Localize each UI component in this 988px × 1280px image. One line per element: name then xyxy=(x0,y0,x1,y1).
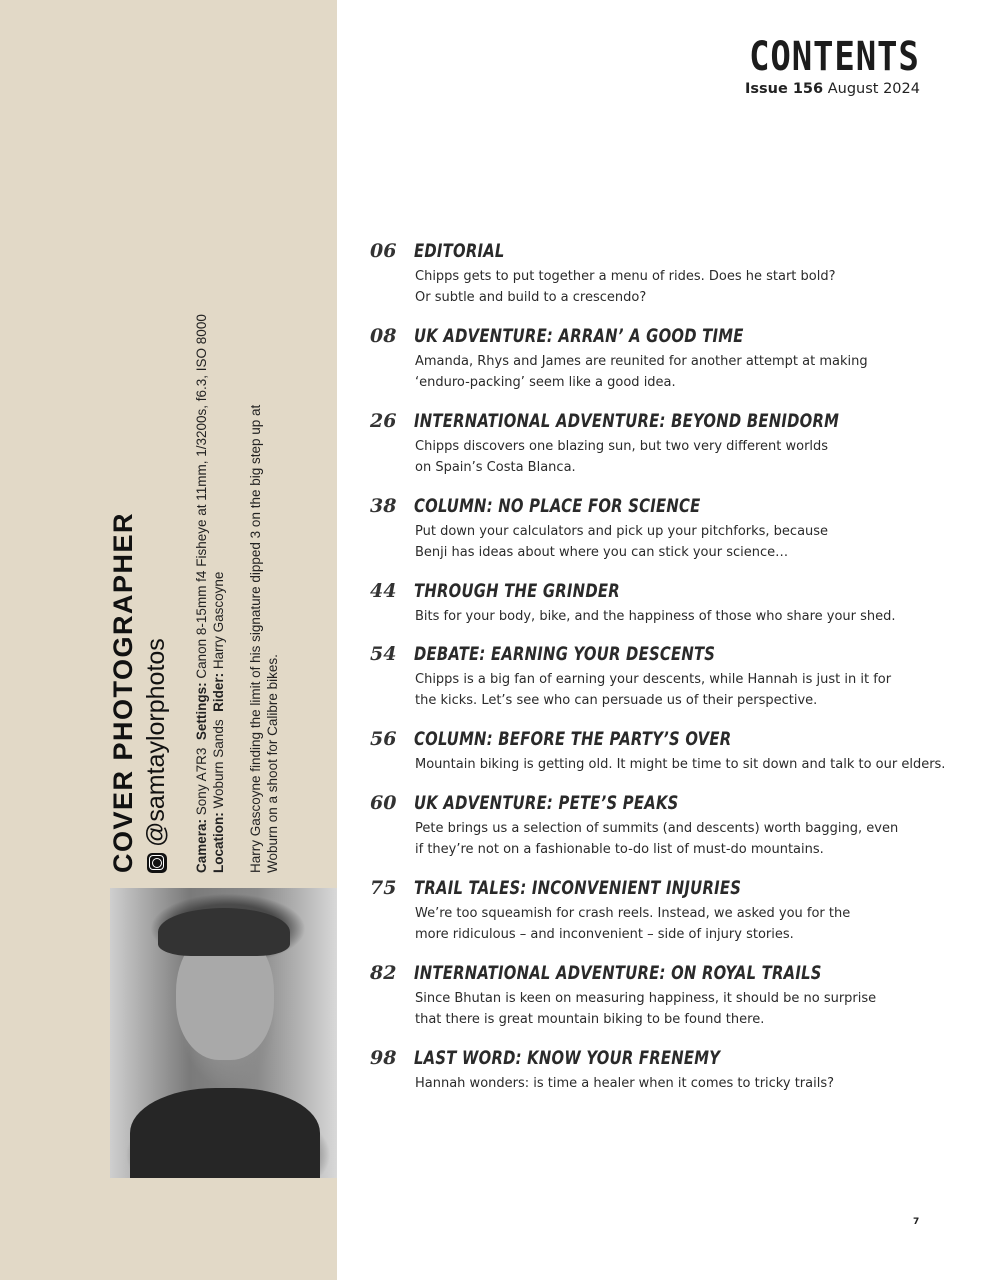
entry-description: Bits for your body, bike, and the happiness of those who share your shed. xyxy=(415,609,896,624)
entry-title: INTERNATIONAL ADVENTURE: ON ROYAL TRAILS xyxy=(414,962,822,984)
camera-settings-line: Camera: Sony A7R3 Settings: Canon 8-15mm f4 Fisheye at 11mm, 1/3200s, f6.3, ISO 8000 xyxy=(194,314,209,873)
photographer-handle-text: @samtaylorphotos xyxy=(142,638,170,847)
entry-title: LAST WORD: KNOW YOUR FRENEMY xyxy=(414,1047,721,1069)
cover-photographer-heading: COVER PHOTOGRAPHER xyxy=(108,511,138,873)
entry-description: Chipps discovers one blazing sun, but two very different worlds on Spain’s Costa Blanca. xyxy=(415,439,829,475)
entry-description: We’re too squeamish for crash reels. Instead, we asked you for the more ridiculous – and inconvenient – side of injury stories. xyxy=(415,906,851,942)
entry-title: UK ADVENTURE: PETE’S PEAKS xyxy=(414,792,679,814)
photo-caption-line-2: Woburn on a shoot for Calibre bikes. xyxy=(265,654,280,873)
entry-description: Since Bhutan is keen on measuring happiness, it should be no surprise that there is great mountain biking to be found there. xyxy=(415,991,877,1027)
entry-page-number: 08 xyxy=(370,325,397,347)
entry-title: TRAIL TALES: INCONVENIENT INJURIES xyxy=(414,877,742,899)
entry-title: EDITORIAL xyxy=(414,240,505,262)
entry-page-number: 75 xyxy=(370,877,397,899)
issue-date: August 2024 xyxy=(827,81,920,97)
cover-photographer-photo xyxy=(110,888,337,1178)
location-rider-line: Location: Woburn Sands Rider: Harry Gascoyne xyxy=(211,571,226,873)
entry-title: THROUGH THE GRINDER xyxy=(414,580,620,602)
entry-page-number: 26 xyxy=(370,410,397,432)
entry-title: COLUMN: BEFORE THE PARTY’S OVER xyxy=(414,728,732,750)
entry-description: Chipps is a big fan of earning your descents, while Hannah is just in it for the kicks. Let’s see who can persuade us of their perspective. xyxy=(415,672,892,708)
entry-page-number: 60 xyxy=(370,792,397,814)
entry-description: Mountain biking is getting old. It might be time to sit down and talk to our elders. xyxy=(415,757,946,772)
issue-number: Issue 156 xyxy=(744,81,824,97)
instagram-icon xyxy=(147,853,167,873)
issue-line xyxy=(745,81,920,97)
entry-description: Put down your calculators and pick up your pitchforks, because Benji has ideas about where you can stick your science… xyxy=(415,524,829,560)
page-title: CONTENTS xyxy=(749,34,920,80)
entry-page-number: 06 xyxy=(370,240,397,262)
entry-page-number: 54 xyxy=(370,643,397,665)
entry-title: UK ADVENTURE: ARRAN’ A GOOD TIME xyxy=(414,325,744,347)
photo-caption-line-1: Harry Gascoyne finding the limit of his signature dipped 3 on the big step up at xyxy=(248,404,263,873)
entry-title: INTERNATIONAL ADVENTURE: BEYOND BENIDORM xyxy=(414,410,840,432)
entry-page-number: 38 xyxy=(370,495,397,517)
entry-description: Hannah wonders: is time a healer when it comes to tricky trails? xyxy=(415,1076,835,1091)
entry-description: Chipps gets to put together a menu of rides. Does he start bold? Or subtle and build to a crescendo? xyxy=(415,269,836,305)
entry-page-number: 98 xyxy=(370,1047,397,1069)
entry-title: COLUMN: NO PLACE FOR SCIENCE xyxy=(414,495,701,517)
entry-description: Pete brings us a selection of summits (and descents) worth bagging, even if they’re not on a fashionable to-do list of must-do mountains. xyxy=(415,821,899,857)
entry-page-number: 44 xyxy=(370,580,397,602)
entry-page-number: 56 xyxy=(370,728,397,750)
photographer-handle[interactable] xyxy=(142,638,171,873)
entry-description: Amanda, Rhys and James are reunited for another attempt at making ‘enduro-packing’ seem like a good idea. xyxy=(415,354,868,390)
page-number: 7 xyxy=(913,1217,920,1227)
entry-title: DEBATE: EARNING YOUR DESCENTS xyxy=(414,643,716,665)
entry-page-number: 82 xyxy=(370,962,397,984)
